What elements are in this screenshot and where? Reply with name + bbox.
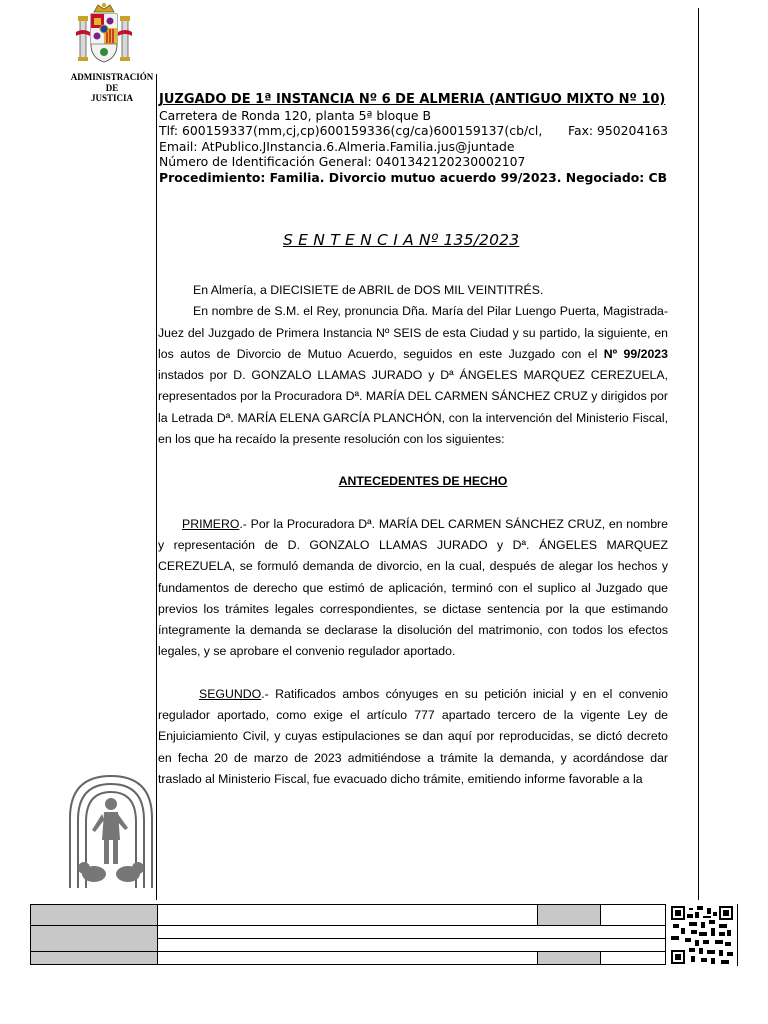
qr-code	[671, 906, 733, 964]
case-number: Nº 99/2023	[603, 346, 668, 361]
court-phone: Tlf: 600159337(mm,cj,cp)600159336(cg/ca)600159137(cb/cl,	[159, 123, 543, 138]
footer-label-cell-3	[31, 926, 158, 952]
intro-text-b: instados por D. GONZALO LLAMAS JURADO y Dª ÁNGELES MARQUEZ CEREZUELA, representados por la Procuradora Dª. MARÍA DEL CARMEN SÁNCHEZ CRUZ y dirigidos por la Letrada Dª. MARÍA ELENA GARCÍA PLANCHÓN, con la intervención del Ministerio Fiscal, en los que ha recaído la presente resolución con los siguientes:	[158, 368, 668, 447]
footer-value-cell-3	[158, 926, 666, 939]
segundo-paragraph	[158, 684, 668, 790]
phone-line	[159, 123, 667, 139]
nig-number: Número de Identificación General: 0401342120230002107	[159, 154, 526, 169]
signature-footer-table	[30, 904, 666, 965]
court-header	[159, 92, 667, 185]
footer-value-cell-1	[158, 905, 538, 926]
footer-value-cell-5	[158, 952, 538, 965]
qr-side-line	[737, 904, 738, 966]
admin-line-2: DE	[105, 82, 119, 93]
footer-label-cell-1	[31, 905, 158, 926]
court-address: Carretera de Ronda 120, planta 5ª bloque B	[159, 107, 431, 123]
admin-line-1: ADMINISTRACIÓN	[70, 72, 154, 82]
admin-line-3: JUSTICIA	[90, 93, 133, 103]
procedure-line: Procedimiento: Familia. Divorcio mutuo acuerdo 99/2023. Negociado: CB	[159, 169, 668, 185]
primero-paragraph	[158, 514, 668, 663]
primero-label: PRIMERO	[182, 516, 240, 531]
court-name: JUZGADO DE 1ª INSTANCIA Nº 6 DE ALMERIA (ANTIGUO MIXTO Nº 10)	[159, 92, 666, 107]
footer-label-cell-6	[537, 952, 600, 965]
primero-text: .- Por la Procuradora Dª. MARÍA DEL CARMEN SÁNCHEZ CRUZ, en nombre y representación de D. GONZALO LLAMAS JURADO y Dª. ÁNGELES MARQUEZ CEREZUELA, se formuló demanda de divorcio, en la cual, después de alegar los hechos y fundamentos de derecho que estimó de aplicación, terminó con el suplico al Juzgado que previos los trámites legales correspondientes, se dictase sentencia por la que estimando íntegramente la demanda se declarase la disolución del matrimonio, con todos los efectos legales, y se aprobare el convenio regulador aportado.	[158, 516, 668, 659]
footer-value-cell-6	[600, 952, 665, 965]
footer-label-cell-2	[537, 905, 600, 926]
intro-paragraph	[158, 301, 668, 450]
right-margin-line	[698, 8, 699, 900]
segundo-text: .- Ratificados ambos cónyuges en su petición inicial y en el convenio regulador aportado, como exige el artículo 777 apartado tercero de la vigente Ley de Enjuiciamiento Civil, y cuyas estipulaciones se dan aquí por reproducidas, se dictó decreto en fecha 20 de marzo de 2023 admitiéndose a trámite la demanda, y acordándose dar traslado al Ministerio Fiscal, fue evacuado dicho trámite, emitiendo informe favorable a la	[158, 686, 668, 786]
section-heading: ANTECEDENTES DE HECHO	[338, 474, 508, 489]
footer-value-cell-2	[600, 905, 665, 926]
footer-value-cell-4	[158, 939, 666, 952]
court-email: Email: AtPublico.JInstancia.6.Almeria.Familia.jus@juntade	[159, 138, 515, 154]
sentence-title: S E N T E N C I A Nº 135/2023	[283, 231, 520, 249]
administracion-de-justicia-label	[60, 72, 164, 104]
footer-label-cell-5	[31, 952, 158, 965]
junta-andalucia-emblem	[64, 770, 158, 890]
intro-text-a: En nombre de S.M. el Rey, pronuncia Dña. María del Pilar Luengo Puerta, Magistrada-Juez del Juzgado de Primera Instancia Nº SEIS de esta Ciudad y su partido, la siguiente, en los autos de Divorcio de Mutuo Acuerdo, seguidos en este Juzgado con el	[158, 304, 668, 361]
segundo-label: SEGUNDO	[199, 686, 262, 701]
coat-of-arms-logo	[74, 2, 134, 70]
sentence-body	[158, 280, 668, 790]
court-fax: Fax: 950204163	[568, 123, 668, 138]
date-line: En Almería, a DIECISIETE de ABRIL de DOS MIL VEINTITRÉS.	[193, 283, 544, 297]
